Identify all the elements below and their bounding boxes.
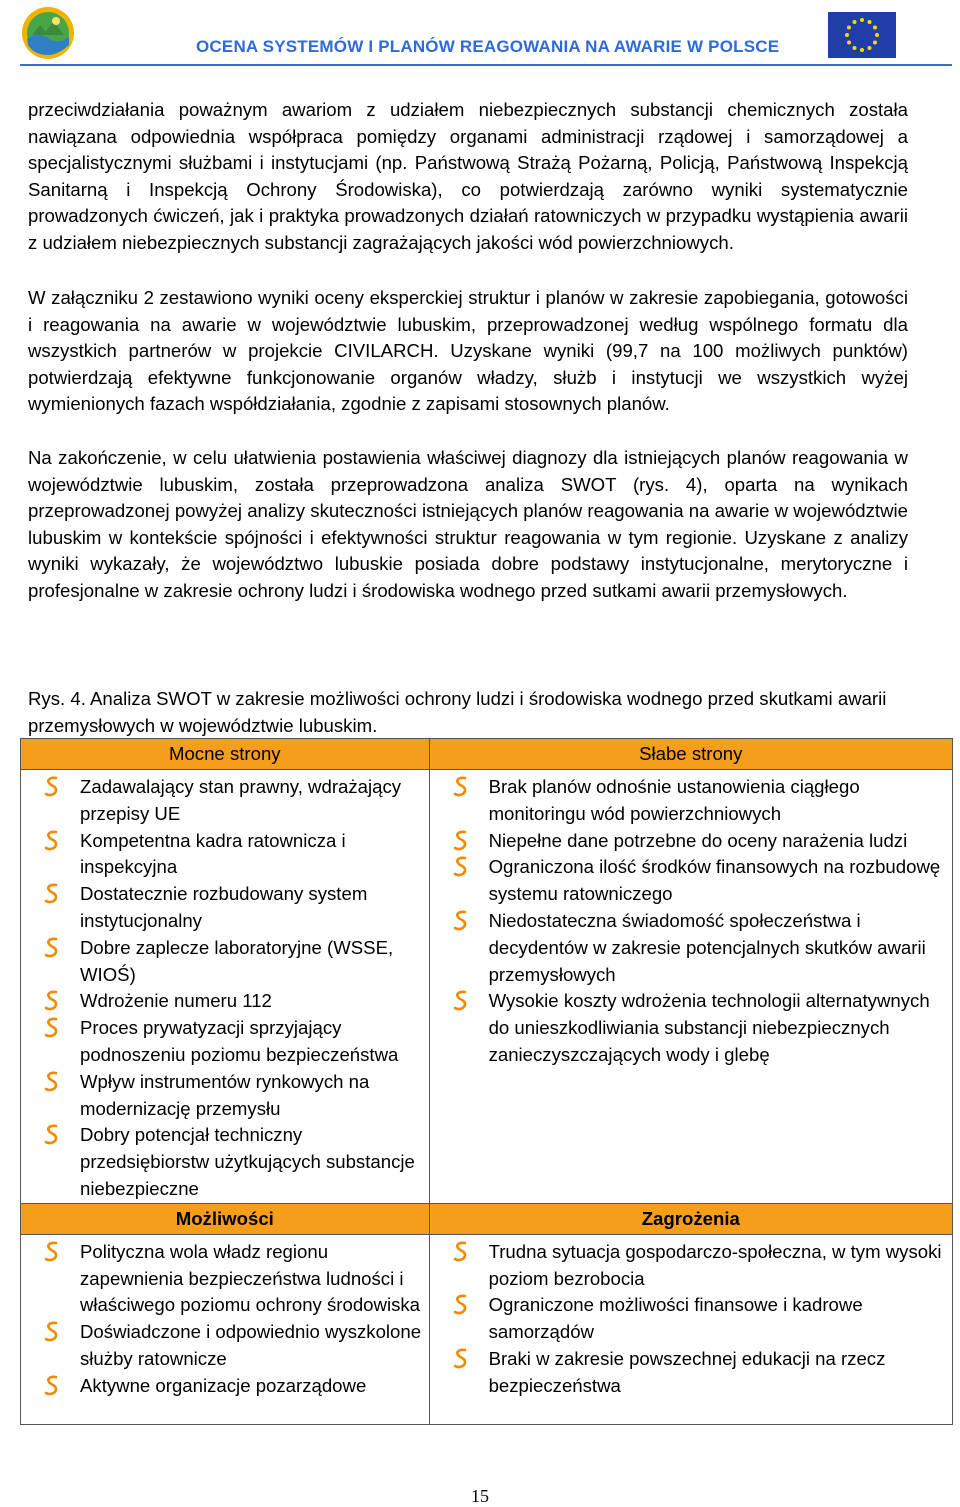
swot-list-item: [21, 1239, 429, 1319]
opportunities-cell: [21, 1234, 430, 1424]
opportunities-list: [21, 1235, 429, 1400]
swot-list-item: [21, 774, 429, 828]
swot-list-item: [21, 828, 429, 882]
swot-item-text: Doświadczone i odpowiednio wyszkolone służby ratownicze: [80, 1321, 422, 1369]
section-bullet-icon: [452, 774, 470, 800]
swot-item-text: Niedostateczna świadomość społeczeństwa i decydentów w zakresie potencjalnych skutków awarii przemysłowych: [488, 909, 926, 985]
section-bullet-icon: [452, 1239, 470, 1265]
section-bullet-icon: [43, 774, 61, 800]
section-bullet-icon: [452, 828, 470, 854]
swot-list-item: [21, 988, 429, 1015]
paragraph-2: W załączniku 2 zestawiono wyniki oceny eksperckiej struktur i planów w zakresie zapobiegania, gotowości i reagowania na awarie w województwie lubuskim, przeprowadzonej według wspólnego formatu dla wszystkich partnerów w projekcie CIVILARCH. Uzyskane wyniki (99,7 na 100 możliwych punktów) potwierdzają efektywne funkcjonowanie organów władzy, służb i instytucji we wszystkich wyżej wymienionych fazach współdziałania, zgodnie z zapisami stosownych planów.: [28, 287, 908, 415]
swot-item-text: Wpływ instrumentów rynkowych na modernizację przemysłu: [80, 1070, 370, 1119]
section-bullet-icon: [43, 988, 61, 1014]
swot-item-text: Dobry potencjał techniczny przedsiębiorstw użytkujących substancje niebezpieczne: [80, 1124, 415, 1199]
swot-item-text: Kompetentna kadra ratownicza i inspekcyjna: [80, 829, 346, 878]
opportunities-header: Możliwości: [21, 1203, 430, 1234]
section-bullet-icon: [43, 881, 61, 907]
threats-cell: [429, 1234, 952, 1424]
swot-item-text: Polityczna wola władz regionu zapewnienia bezpieczeństwa ludności i właściwego poziomu ochrony środowiska: [80, 1240, 421, 1316]
swot-list-item: [430, 1239, 952, 1293]
project-logo-icon: [20, 5, 76, 61]
strengths-cell: [21, 770, 430, 1204]
swot-list-item: [21, 1069, 429, 1123]
swot-list-item: [21, 881, 429, 935]
swot-list-item: [430, 854, 952, 908]
swot-item-text: Ograniczone możliwości finansowe i kadrowe samorządów: [488, 1294, 863, 1343]
section-bullet-icon: [43, 1319, 61, 1345]
swot-item-text: Proces prywatyzacji sprzyjający podnoszeniu poziomu bezpieczeństwa: [80, 1017, 399, 1065]
paragraph-1: przeciwdziałania poważnym awariom z udziałem niebezpiecznych substancji chemicznych została nawiązana odpowiednia współpraca pomiędzy organami administracji rządowej i samorządowej a specjalistycznymi służbami i instytucjami (np. Państwową Strażą Pożarną, Policją, Państwową Inspekcją Sanitarną i Inspekcją Ochrony Środowiska), co potwierdzają zarówno wyniki systematycznie prowadzonych ćwiczeń, jak i praktyka prowadzonych działań ratowniczych w przypadku wystąpienia awarii z udziałem niebezpiecznych substancji zagrażających jakości wód powierzchniowych.: [28, 99, 908, 253]
section-bullet-icon: [43, 935, 61, 961]
weaknesses-list: [430, 770, 952, 1069]
swot-item-text: Dostatecznie rozbudowany system instytucjonalny: [80, 883, 368, 931]
section-bullet-icon: [43, 1015, 61, 1041]
weaknesses-header: Słabe strony: [429, 739, 952, 770]
swot-item-text: Ograniczona ilość środków finansowych na rozbudowę systemu ratowniczego: [488, 856, 941, 905]
swot-list-item: [430, 908, 952, 988]
section-bullet-icon: [43, 1069, 61, 1095]
eu-flag-icon: [828, 12, 896, 58]
section-bullet-icon: [452, 854, 470, 880]
swot-list-item: [430, 1292, 952, 1346]
swot-list-item: [21, 935, 429, 989]
paragraph-3: Na zakończenie, w celu ułatwienia postawienia właściwej diagnozy dla istniejących planów reagowania w województwie lubuskim, została przeprowadzona analiza SWOT (rys. 4), oparta na wynikach przeprowadzonej powyżej analizy skuteczności istniejących planów reagowania na awarie w województwie lubuskim w kontekście spójności i efektywności struktur reagowania w tym regionie. Uzyskane z analizy wyniki wykazały, że województwo lubuskie posiada dobre podstawy instytucjonalne, merytoryczne i profesjonalne w zakresie ochrony ludzi i środowiska wodnego przed sutkami awarii przemysłowych.: [28, 447, 908, 601]
swot-list-item: [430, 828, 952, 855]
swot-item-text: Aktywne organizacje pozarządowe: [80, 1374, 367, 1396]
section-bullet-icon: [452, 1292, 470, 1318]
swot-item-text: Trudna sytuacja gospodarczo-społeczna, w tym wysoki poziom bezrobocia: [488, 1240, 942, 1289]
swot-list-item: [21, 1373, 429, 1400]
swot-table: [20, 738, 953, 1425]
header-title: OCENA SYSTEMÓW I PLANÓW REAGOWANIA NA AWARIE W POLSCE: [196, 37, 780, 56]
page-number: 15: [471, 1486, 489, 1506]
header-rule: [20, 64, 952, 66]
figure-caption: Rys. 4. Analiza SWOT w zakresie możliwości ochrony ludzi i środowiska wodnego przed skutkami awarii przemysłowych w województwie lubuskim.: [28, 688, 887, 736]
weaknesses-cell: [429, 770, 952, 1204]
section-bullet-icon: [43, 1239, 61, 1265]
swot-list-item: [21, 1015, 429, 1069]
strengths-list: [21, 770, 429, 1203]
section-bullet-icon: [452, 988, 470, 1014]
swot-item-text: Niepełne dane potrzebne do oceny narażenia ludzi: [488, 829, 908, 851]
section-bullet-icon: [43, 1122, 61, 1148]
section-bullet-icon: [452, 908, 470, 934]
swot-item-text: Zadawalający stan prawny, wdrażający przepisy UE: [80, 776, 402, 824]
swot-item-text: Wysokie koszty wdrożenia technologii alternatywnych do unieszkodliwiania substancji niebezpiecznych zanieczyszczających wody i glebę: [488, 990, 930, 1065]
swot-list-item: [21, 1319, 429, 1373]
swot-item-text: Braki w zakresie powszechnej edukacji na rzecz bezpieczeństwa: [488, 1347, 886, 1396]
strengths-header: Mocne strony: [21, 739, 430, 770]
section-bullet-icon: [43, 828, 61, 854]
section-bullet-icon: [43, 1373, 61, 1399]
swot-item-text: Wdrożenie numeru 112: [80, 990, 272, 1012]
swot-list-item: [430, 774, 952, 828]
swot-list-item: [430, 1346, 952, 1400]
swot-list-item: [430, 988, 952, 1068]
swot-list-item: [21, 1122, 429, 1202]
swot-item-text: Brak planów odnośnie ustanowienia ciągłego monitoringu wód powierzchniowych: [488, 776, 860, 824]
swot-item-text: Dobre zaplecze laboratoryjne (WSSE, WIOŚ): [80, 936, 394, 985]
page-header: [0, 0, 960, 68]
threats-list: [430, 1235, 952, 1400]
threats-header: Zagrożenia: [429, 1203, 952, 1234]
section-bullet-icon: [452, 1346, 470, 1372]
